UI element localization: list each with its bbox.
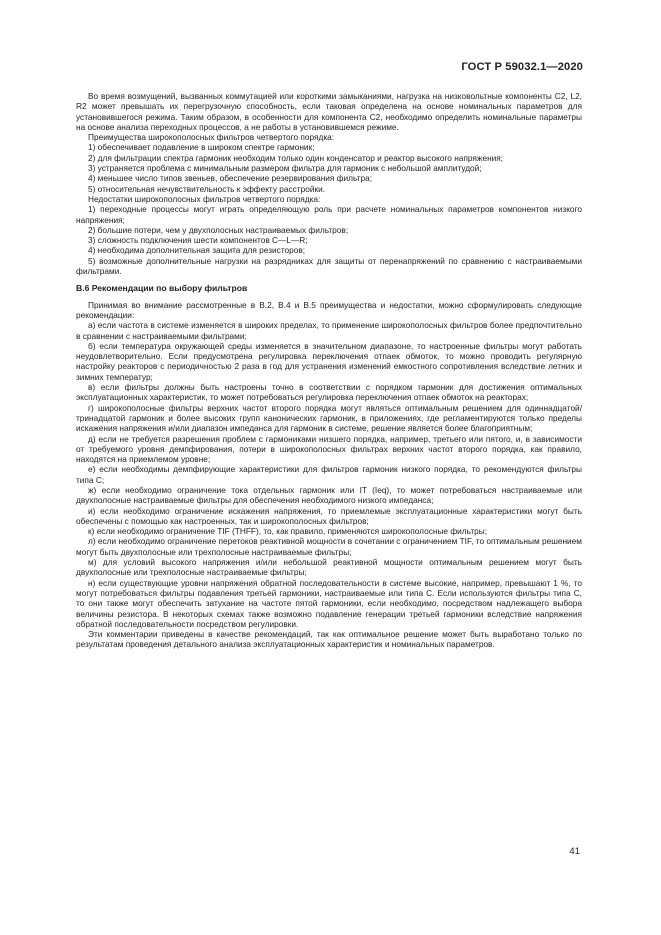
paragraph: Принимая во внимание рассмотренные в В.2, В.4 и В.5 преимущества и недостатки, можно сформулировать следующие рекомендации: xyxy=(76,299,582,320)
list-item: 5) относительная нечувствительность к эффекту расстройки. xyxy=(88,183,326,194)
page-body xyxy=(76,91,582,650)
list-item: 2) для фильтрации спектра гармоник необходим только один конденсатор и реактор высокого напряжения; xyxy=(88,152,504,163)
list-item: 3) устраняется проблема с минимальным размером фильтра для гармоник с небольшой амплитудой; xyxy=(88,163,482,174)
list-item: ж) если необходимо ограничение тока отдельных гармоник или IT (Ieq), то может потребоваться настраиваемые или двухполосные настраиваемые фильтры для обеспечения необходимого низкого импеданса; xyxy=(76,484,582,506)
list-item: 5) возможные дополнительные нагрузки на разрядниках для защиты от перенапряжений по сравнению с настраиваемыми фильтрами. xyxy=(76,255,582,277)
section-heading: В.6 Рекомендации по выбору фильтров xyxy=(76,283,248,294)
list-item: а) если частота в системе изменяется в широких пределах, то применение широкополосных фильтров более предпочтительно в сравнении с настраиваемыми фильтрами; xyxy=(76,320,582,341)
list-item: л) если необходимо ограничение перетоков реактивной мощности в сочетании с ограничением TIF, то оптимальным решением могут быть двухполосные или трехполосные настраиваемые фильтры; xyxy=(76,536,582,557)
list-item: г) широкополосные фильтры верхних частот второго порядка могут являться оптимальным решением для одиннадцатой/тринадцатой гармоник и более высоких групп канонических гармоник, в приложениях, где регламентируются только пределы искажения напряжения и/или диапазон импеданса для гармоник в системе, решение является более благоприятным; xyxy=(76,402,582,434)
list-item: м) для условий высокого напряжения и/или небольшой реактивной мощности оптимальным решением могут быть двухполосные или трехполосные настраиваемые фильтры; xyxy=(76,557,582,578)
list-item: 4) необходима дополнительная защита для резисторов; xyxy=(88,245,306,256)
page-number: 41 xyxy=(569,846,580,857)
list-item: е) если необходимы демпфирующие характеристики для фильтров гармоник низкого порядка, то рекомендуются фильтры типа С; xyxy=(76,464,582,485)
list-item: в) если фильтры должны быть настроены точно в соответствии с порядком гармоник для достижения оптимальных эксплуатационных характеристик, то может потребоваться регулировка переключения отпаек обмоток на реакторах; xyxy=(76,382,582,403)
paragraph: Эти комментарии приведены в качестве рекомендаций, так как оптимальное решение может быть выработано только по результатам проведения детального анализа эксплуатационных характеристик и номинальных параметров. xyxy=(76,629,582,650)
list-item: 4) меньшее число типов звеньев, обеспечение резервирования фильтра; xyxy=(88,173,373,184)
paragraph: Недостатки широкополосных фильтров четвертого порядка: xyxy=(88,193,321,204)
paragraph: Во время возмущений, вызванных коммутацией или короткими замыканиями, нагрузка на низковольтные компоненты С2, L2, R2 может превышать их перегрузочную способность, если таковая определена на основе номинальных параметров для установившегося режима. Таким образом, в особенности для компонента С2, необходимо определить номинальные параметры на основе анализа переходных процессов, а не работы в установившемся режиме. xyxy=(76,91,582,132)
list-item: и) если необходимо ограничение искажения напряжения, то приемлемые эксплуатационные характеристики могут быть обеспечены с помощью как настроенных, так и широкополосных фильтров; xyxy=(76,505,582,526)
list-item: 2) большие потери, чем у двухполосных настраиваемых фильтров; xyxy=(88,224,349,235)
list-item: д) если не требуется разрешения проблем с гармониками низшего порядка, например, третьего или пятого, и, в зависимости от требуемого уровня демпфирования, потери в широкополосных фильтрах верхних частот второго порядка, как правило, находятся на приемлемом уровне; xyxy=(76,433,582,465)
list-item: н) если существующие уровни напряжения обратной последовательности в системе высокие, например, превышают 1 %, то могут потребоваться фильтры подавления третьей гармоники, настраиваемые или типа С. Если используются фильтры типа С, то они также могут обеспечить затухание на частоте пятой гармоники, если необходимо, посредством надлежащего выбора величины резистора. В некоторых схемах также возможно подавление генерации третьей гармоники вследствие напряжения обратной последовательности посредством регулировки. xyxy=(76,577,582,629)
paragraph: Преимущества широкополосных фильтров четвертого порядка: xyxy=(88,132,335,143)
list-item: к) если необходимо ограничение TIF (THFF), то, как правило, применяются широкополосные фильтры; xyxy=(88,526,487,537)
list-item: б) если температура окружающей среды изменяется в значительном диапазоне, то настроенные фильтры могут работать неудовлетворительно. Если предусмотрена регулировка переключения отпаек обмоток, то можно проводить регулярную настройку реакторов с периодичностью 2 раза в год для устранения изменений емкостного сопротивления вследствие летних и зимних температур; xyxy=(76,340,582,382)
list-item: 3) сложность подключения шести компонентов С—L—R; xyxy=(88,235,308,246)
list-item: 1) обеспечивает подавление в широком спектре гармоник; xyxy=(88,142,315,153)
list-item: 1) переходные процессы могут играть определяющую роль при расчете номинальных параметров компонентов низкого напряжения; xyxy=(76,204,582,225)
document-id: ГОСТ Р 59032.1—2020 xyxy=(461,61,583,73)
